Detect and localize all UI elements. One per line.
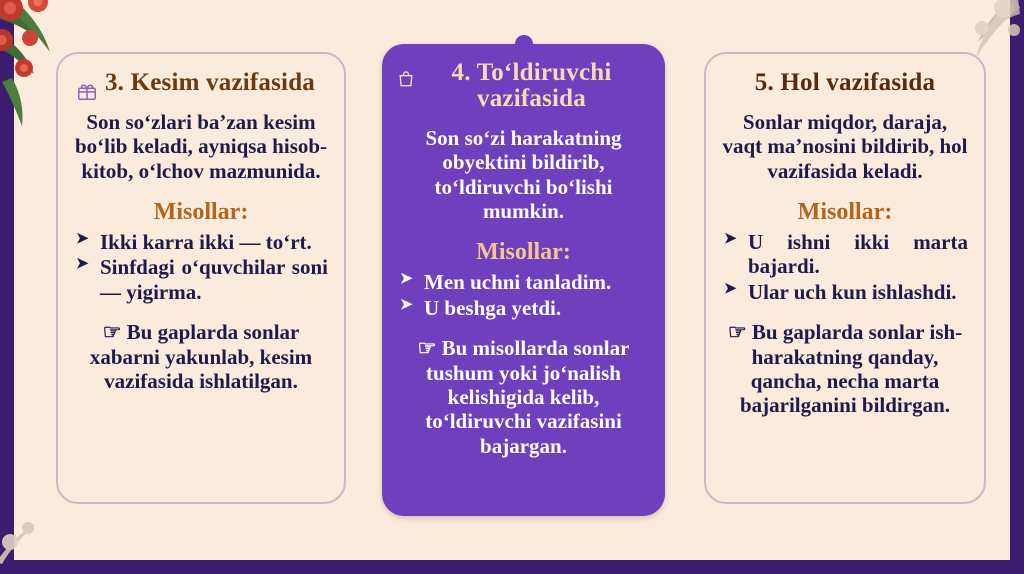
- right-border-band: [1010, 0, 1024, 574]
- examples-list: [74, 230, 328, 304]
- examples-label: Misollar:: [797, 199, 893, 226]
- card-toldiruvchi-vazifasida[interactable]: [382, 44, 665, 516]
- card-paragraph: Sonlar miqdor, daraja, vaqt ma’nosini bildirib, hol vazifasida keladi.: [722, 110, 968, 183]
- cards-container: [14, 0, 1010, 560]
- list-item: ➤ U ishni ikki marta bajardi.: [722, 230, 968, 279]
- list-item: ➤ Sinfdagi o‘quvchilar soni — yigirma.: [74, 255, 328, 304]
- card-title: 5. Hol vazifasida: [754, 69, 936, 96]
- list-item: ➤ Ular uch kun ishlashdi.: [722, 280, 968, 304]
- list-item: ➤ Men uchni tanladim.: [398, 270, 649, 294]
- examples-list: [398, 270, 649, 320]
- card-kesim-vazifasida[interactable]: [56, 52, 346, 504]
- gift-icon: [76, 80, 98, 106]
- list-item: ➤ Ikki karra ikki — to‘rt.: [74, 230, 328, 254]
- card-note: ☞ Bu gaplarda sonlar ish-harakatning qanday, qancha, necha marta bajarilganini bildirgan.: [727, 320, 963, 418]
- examples-list: [722, 230, 968, 304]
- card-title: 4. To‘ldiruvchi vazifasida: [451, 59, 612, 112]
- card-paragraph: Son so‘zlari ba’zan kesim bo‘lib keladi, ayniqsa hisob-kitob, o‘lchov mazmunida.: [74, 110, 328, 183]
- card-title: 3. Kesim vazifasida: [104, 69, 316, 96]
- examples-label: Misollar:: [476, 239, 571, 266]
- examples-label: Misollar:: [153, 199, 249, 226]
- card-paragraph: Son so‘zi harakatning obyektini bildirib, to‘ldiruvchi bo‘lishi mumkin.: [425, 126, 622, 224]
- list-item: ➤ U beshga yetdi.: [398, 296, 649, 320]
- bottom-border-band: [0, 560, 1024, 574]
- card-note: ☞ Bu misollarda sonlar tushum yoki jo‘nalish kelishigida kelib, to‘ldiruvchi vazifasini bajargan.: [417, 336, 630, 458]
- card-hol-vazifasida[interactable]: [704, 52, 986, 504]
- card-note: ☞ Bu gaplarda sonlar xabarni yakunlab, kesim vazifasida ishlatilgan.: [89, 320, 313, 393]
- shopping-bag-icon: [396, 68, 416, 94]
